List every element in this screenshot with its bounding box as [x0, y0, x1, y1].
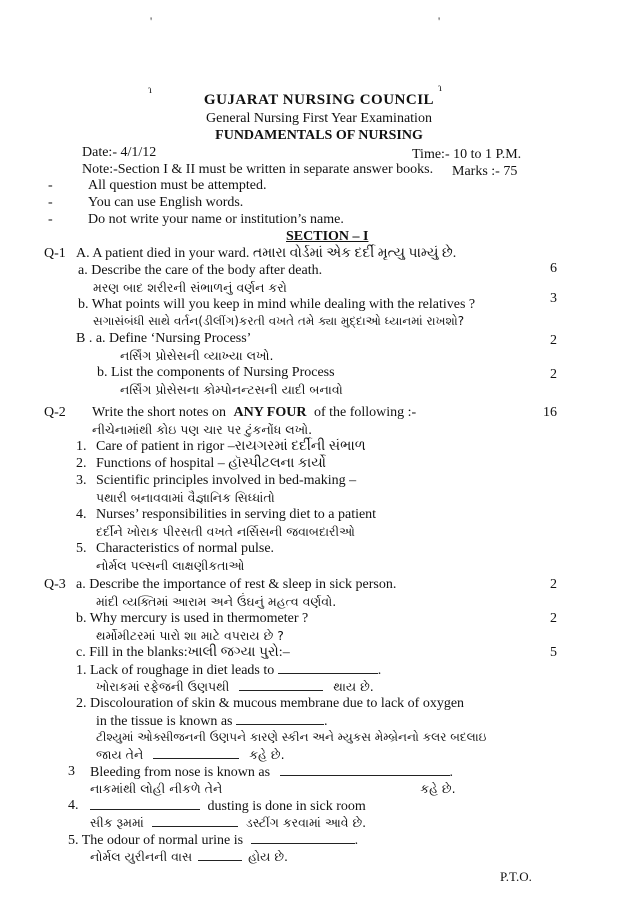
q1-B-b-mark: 2	[550, 367, 557, 382]
fill-4-gu-blank	[152, 814, 238, 827]
q3-c-en: c. Fill in the blanks:ખાલી જગ્યા પુરો:–	[76, 645, 290, 660]
q2-heading-post: of the following :-	[313, 405, 417, 420]
q3-fill-3: Bleeding from nose is known as .	[90, 765, 454, 780]
q2-number: Q-2	[44, 405, 66, 420]
exam-title: General Nursing First Year Examination	[206, 111, 432, 126]
fill-3-text: Bleeding from nose is known as	[90, 765, 271, 780]
q3-fill-4-num: 4.	[68, 798, 79, 813]
q3-fill-2-gu-cont	[96, 746, 285, 763]
q1-B-a-en: B . a. Define ‘Nursing Process’	[76, 331, 252, 346]
instruction-bullet: -	[48, 195, 53, 210]
q3-a-mark: 2	[550, 577, 557, 592]
fill-5-blank	[251, 831, 355, 844]
fill-3-gu-a: નાકમાંથી લોહી નીકળે તેને	[90, 781, 223, 796]
fill-3-gu-b: કહે છે.	[420, 781, 456, 796]
section-title: SECTION – I	[286, 229, 369, 244]
q3-fill-5-gu	[90, 848, 288, 865]
q3-fill-4	[90, 797, 366, 815]
fill-1-blank	[278, 661, 378, 674]
q2-heading-gu: નીચેનામાંથી કોઇ પણ ચાર પર ટુંકનોંધ લખો.	[92, 422, 313, 437]
exam-date: Date:- 4/1/12	[82, 145, 157, 160]
q3-fill-4-gu	[90, 814, 366, 831]
q2-item-num: 1.	[76, 439, 87, 454]
q2-item-3: Scientific principles involved in bed-making –	[96, 473, 357, 488]
scan-mark: ɿ	[438, 80, 442, 94]
exam-time: Time:- 10 to 1 P.M.	[412, 147, 522, 162]
fill-2-text: in the tissue is known as	[96, 714, 233, 729]
fill-4-blank	[90, 797, 200, 810]
q1-B-a-mark: 2	[550, 333, 557, 348]
q3-fill-3-gu	[90, 780, 456, 797]
q1-B-b-en: b. List the components of Nursing Process	[97, 365, 335, 380]
fill-2-blank	[236, 712, 324, 725]
fill-5-gu-b: હોય છે.	[248, 849, 288, 864]
q2-item-3-gu: પથારી બનાવવામાં વૈજ્ઞાનિક સિધ્ધાંતો	[96, 490, 275, 505]
q3-a-gu: માંદી વ્યક્તિમાં આરામ અને ઉંઘનું મહત્વ વર્ણવો.	[96, 594, 337, 609]
fill-4-text: dusting is done in sick room	[207, 799, 366, 814]
fill-5-gu-blank	[198, 848, 242, 861]
q1-a-en: a. Describe the care of the body after death.	[78, 263, 323, 278]
q3-fill-2-gu: ટીશ્યુમાં ઓક્સીજનની ઉણપને કારણે સ્કીન અને મ્યુકસ મેમ્બ્રેનનો કલર બદલાઇ	[96, 730, 487, 744]
fill-2-gu-blank	[153, 746, 239, 759]
q2-mark: 16	[543, 405, 557, 420]
q2-heading	[92, 404, 416, 421]
q1-B-a-gu: નર્સિંગ પ્રોસેસની વ્યાખ્યા લખો.	[120, 348, 274, 363]
q2-item-5: Characteristics of normal pulse.	[96, 541, 275, 556]
q1-b-en: b. What points will you keep in mind while dealing with the relatives ?	[78, 297, 476, 312]
q3-a-en: a. Describe the importance of rest & sleep in sick person.	[76, 577, 397, 592]
q2-item-num: 2.	[76, 456, 87, 471]
q1-B-b-gu: નર્સિંગ પ્રોસેસના કોમ્પોનન્ટસની યાદી બનાવો	[120, 382, 343, 397]
fill-2-gu-b: કહે છે.	[249, 747, 285, 762]
instruction-bullet: -	[48, 212, 53, 227]
q1-b-gu: સગાસંબંધી સાથે વર્તન(ડીલીંગ)કરતી વખતે તમે ક્યા મુદ્દાઓ ધ્યાનમાં રાખશો?	[93, 314, 465, 328]
fill-4-gu-a: સીક રૂમમાં	[90, 815, 144, 830]
q1-a-gu: મરણ બાદ શરીરની સંભાળનું વર્ણન કરો	[93, 280, 287, 295]
fill-1-gu-blank	[239, 678, 323, 691]
q2-item-5-gu: નોર્મલ પલ્સની લાક્ષણીકતાઓ	[96, 558, 245, 573]
scan-mark: ɿ	[148, 82, 152, 96]
q3-fill-2-cont: in the tissue is known as .	[96, 714, 328, 729]
council-title: GUJARAT NURSING COUNCIL	[203, 92, 435, 108]
q1-a-heading: A. A patient died in your ward. તમારા વોર્ડમાં એક દર્દી મૃત્યુ પામ્યું છે.	[76, 246, 457, 261]
scan-mark: '	[438, 14, 441, 28]
q2-heading-bold: ANY FOUR	[233, 405, 307, 420]
q3-number: Q-3	[44, 577, 66, 592]
fill-5-text: 5. The odour of normal urine is	[68, 833, 244, 848]
q2-item-4: Nurses’ responsibilities in serving diet to a patient	[96, 507, 377, 522]
q2-item-num: 3.	[76, 473, 87, 488]
scan-mark: '	[150, 14, 153, 28]
q2-item-num: 5.	[76, 541, 87, 556]
instruction-2: You can use English words.	[88, 195, 244, 210]
instruction-3: Do not write your name or institution’s name.	[88, 212, 344, 227]
q3-fill-5: 5. The odour of normal urine is .	[68, 833, 359, 848]
q3-fill-1-gu	[96, 678, 374, 695]
instruction-bullet: -	[48, 178, 53, 193]
q1-a-mark: 6	[550, 261, 557, 276]
instruction-1: All question must be attempted.	[88, 178, 267, 193]
q2-item-1: Care of patient in rigor –રાયગરમાં દર્દીની સંભાળ	[96, 439, 366, 454]
q2-item-4-gu: દર્દીને ખોરાક પીરસતી વખતે નર્સિસની જવાબદારીઓ	[96, 524, 355, 539]
note: Note:-Section I & II must be written in separate answer books.	[82, 162, 434, 177]
q3-fill-1: 1. Lack of roughage in diet leads to .	[76, 663, 382, 678]
fill-2-gu-a: જાય તેને	[96, 747, 144, 762]
q3-b-mark: 2	[550, 611, 557, 626]
q1-b-mark: 3	[550, 291, 557, 306]
q3-b-gu: થર્મોમીટરમાં પારો શા માટે વપરાય છે ?	[96, 628, 284, 643]
q3-c-mark: 5	[550, 645, 557, 660]
q2-item-2: Functions of hospital – હૉસ્પીટલના કાર્યો	[96, 456, 327, 471]
fill-5-gu-a: નોર્મલ યુરીનની વાસ	[90, 849, 193, 864]
pto: P.T.O.	[500, 869, 532, 884]
fill-1-gu-b: થાય છે.	[333, 679, 374, 694]
q2-heading-pre: Write the short notes on	[92, 405, 226, 420]
fill-3-blank	[280, 763, 450, 776]
q2-item-num: 4.	[76, 507, 87, 522]
q3-b-en: b. Why mercury is used in thermometer ?	[76, 611, 309, 626]
q3-fill-2: 2. Discolouration of skin & mucous membrane due to lack of oxygen	[76, 696, 465, 711]
fill-1-gu-a: ખોરાકમાં રફેજની ઉણપથી	[96, 679, 230, 694]
fill-4-gu-b: ડસ્ટીંગ કરવામાં આવે છે.	[245, 815, 367, 830]
q1-number: Q-1	[44, 246, 66, 261]
fill-1-text: 1. Lack of roughage in diet leads to	[76, 663, 275, 678]
q3-fill-3-num: 3	[68, 764, 75, 779]
subject-title: FUNDAMENTALS OF NURSING	[215, 128, 423, 143]
total-marks: Marks :- 75	[452, 164, 518, 179]
